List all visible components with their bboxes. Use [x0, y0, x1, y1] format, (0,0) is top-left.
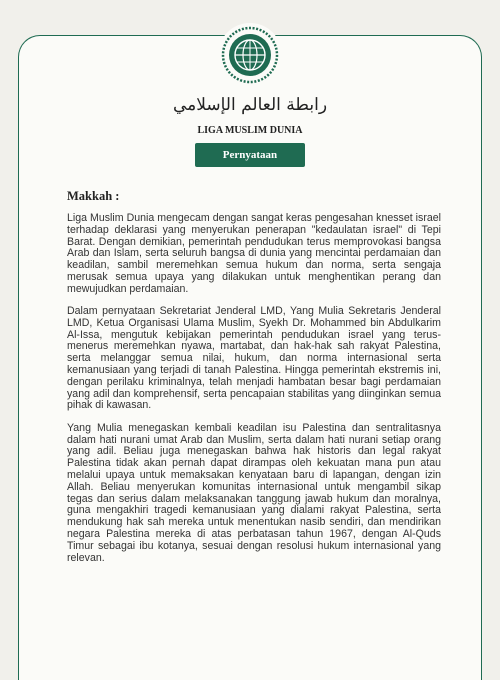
paragraph: Liga Muslim Dunia mengecam dengan sangat keras pengesahan knesset israel terhadap deklarasi yang menyerukan penerapan "kedaulatan israel" di Tepi Barat. Dengan demikian, pemerintah pendudukan terus memprovokasi bangsa Arab dan Islam, serta seluruh bangsa di dunia yang mencintai perdamaian dan keadilan, sambil meremehkan semua hukum dan norma, serta sengaja merusak semua upaya yang dilakukan untuk menghentikan perang dan mewujudkan perdamaian. — [67, 212, 441, 295]
statement-body — [67, 213, 441, 575]
org-arabic-name: رابطة العالم الإسلامي — [172, 95, 328, 115]
paragraph: Yang Mulia menegaskan kembali keadilan isu Palestina dan sentralitasnya dalam hati nurani umat Arab dan Muslim, serta dalam hati nurani setiap orang yang adil. Beliau juga menegaskan bahwa hak historis dan legal rakyat Palestina tidak akan pernah dapat dirampas oleh kekuatan mana pun atau melalui upaya untuk memaksakan kenyataan baru di lapangan, dengan izin Allah. Beliau menyerukan komunitas internasional untuk mengambil sikap tegas dan serius dalam melaksanakan tanggung jawab hukum dan moralnya, guna mengakhiri tragedi kemanusiaan yang dialami rakyat Palestina, serta mendukung hak sah mereka untuk menentukan nasib sendiri, dan mendirikan negara Palestina mereka di atas perbatasan tahun 1967, dengan Al-Quds Timur sebagai ibu kotanya, sesuai dengan resolusi hukum internasional yang relevan. — [67, 421, 441, 564]
globe-emblem-icon — [218, 23, 282, 87]
org-name: LIGA MUSLIM DUNIA — [197, 125, 303, 136]
dateline-place: Makkah : — [67, 189, 120, 203]
statement-card — [18, 35, 482, 680]
document-title-banner: Pernyataan — [195, 143, 305, 167]
paragraph: Dalam pernyataan Sekretariat Jenderal LMD, Yang Mulia Sekretaris Jenderal LMD, Ketua Organisasi Ulama Muslim, Syekh Dr. Mohammed bin Abdulkarim Al-Issa, mengutuk kebijakan pemerintah pendudukan israel yang terus-menerus meremehkan nyawa, martabat, dan hak-hak sah rakyat Palestina, serta melanggar semua nilai, hukum, dan norma internasional serta kemanusiaan yang terjadi di tanah Palestina. Hingga pemerintah ekstremis ini, dengan perilaku kriminalnya, telah menjadi hambatan besar bagi perdamaian yang adil dan komprehensif, serta pencapaian stabilitas yang diinginkan semua pihak di kawasan. — [67, 305, 441, 412]
